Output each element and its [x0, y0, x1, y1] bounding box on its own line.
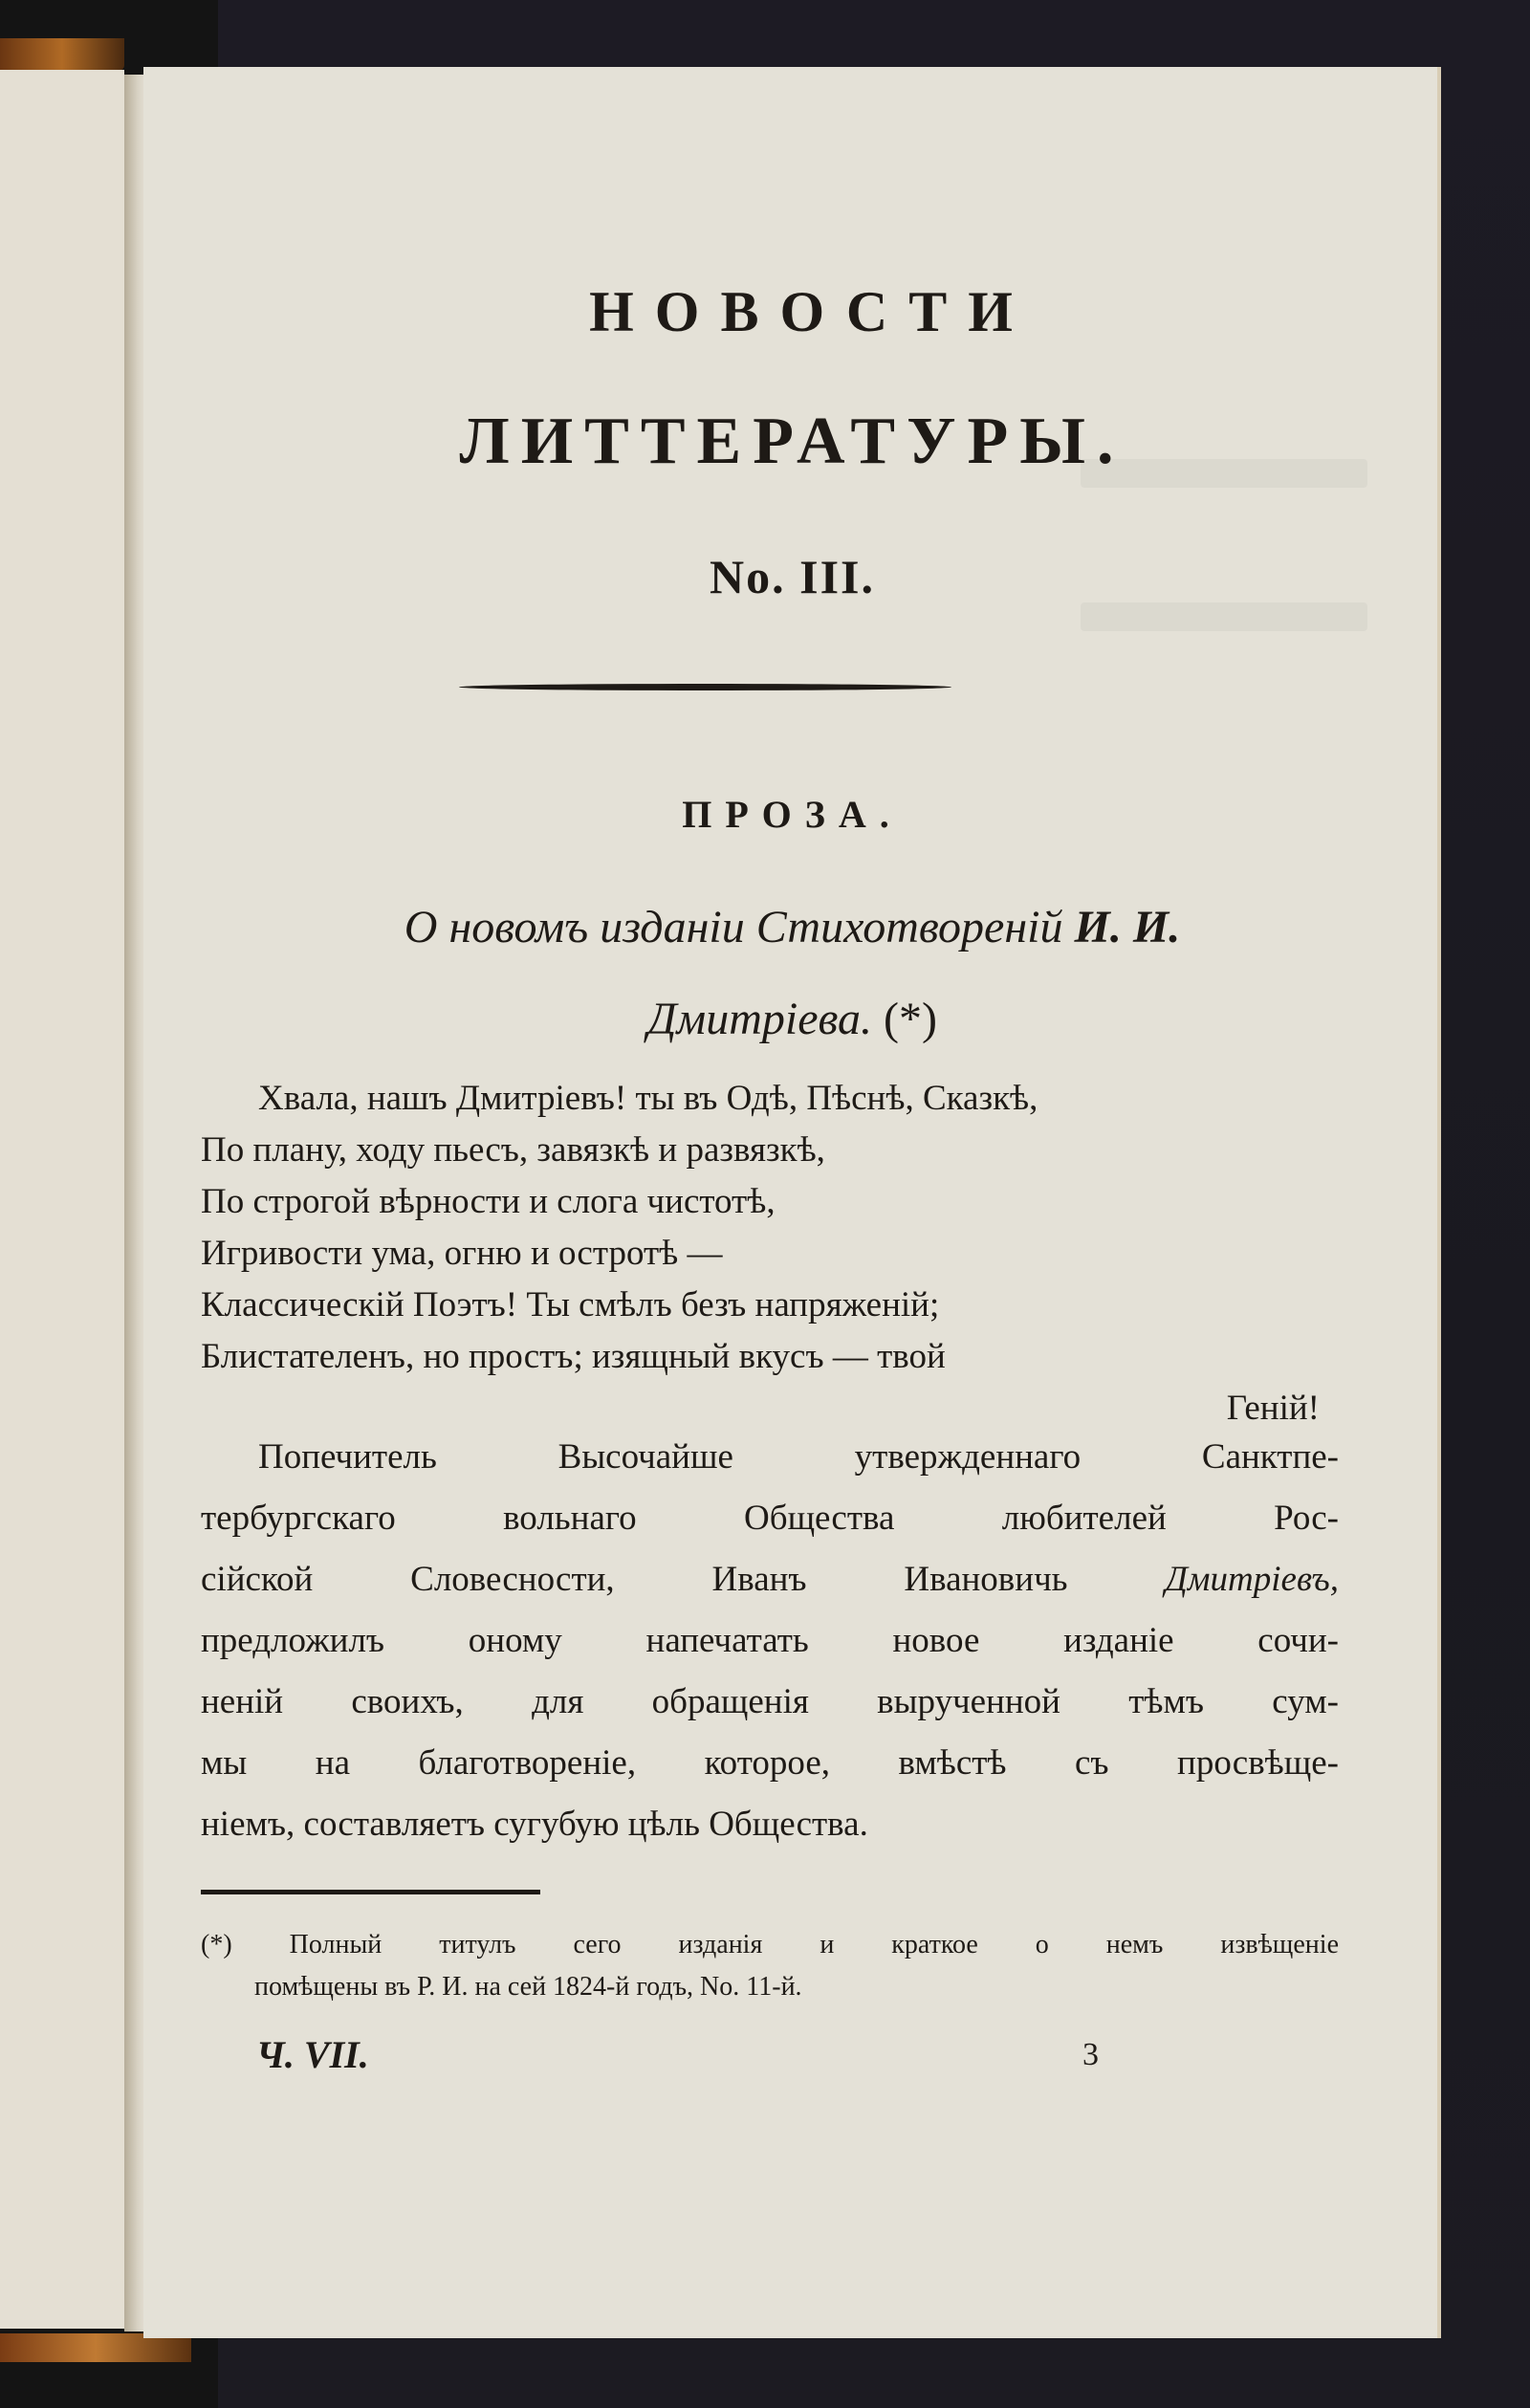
article-heading-line2 [143, 993, 1441, 1045]
book-binding-top [0, 38, 124, 71]
paragraph-line: предложилъ оному напечатать новое изданіе сочи- [201, 1621, 1339, 1660]
author-name-italic: Дмитріевъ, [1165, 1560, 1339, 1599]
body-paragraph [201, 1427, 1339, 1855]
verse-line: Хвала, нашъ Дмитріевъ! ты въ Одѣ, Пѣснѣ, Сказкѣ, [258, 1079, 1038, 1118]
footnote-marker: (*) [201, 1930, 232, 1959]
verse-line: По строгой вѣрности и слога чистотѣ, [201, 1182, 776, 1221]
paragraph-line-text: сійской Словесности, Иванъ Ивановичь [201, 1560, 1166, 1599]
verse-line: Классическій Поэтъ! Ты смѣлъ безъ напряженій; [201, 1285, 940, 1324]
verse-line: Игривости ума, огню и остротѣ — [201, 1234, 723, 1273]
verse-line: Геній! [1226, 1389, 1320, 1428]
show-through-text [1081, 602, 1367, 631]
paragraph-line: Попечитель Высочайше утвержденнаго Санктпе- [258, 1437, 1339, 1477]
footnote-text: Полный титулъ сего изданія и краткое о немъ извѣщеніе [289, 1930, 1339, 1959]
section-heading: ПРОЗА. [682, 793, 903, 836]
paragraph-line: тербургскаго вольнаго Общества любителей Рос- [201, 1499, 1339, 1538]
right-page [143, 67, 1441, 2338]
page-number: 3 [1082, 2037, 1099, 2072]
verse-line: По плану, ходу пьесъ, завязкѣ и развязкѣ, [201, 1130, 825, 1170]
footnote-reference: (*) [884, 994, 937, 1044]
footnote-line: помѣщены въ Р. И. на сей 1824-й годъ, No. 11-й. [254, 1972, 802, 2002]
signature-mark: Ч. VII. [256, 2033, 369, 2076]
footnote [201, 1924, 1339, 2008]
paragraph-line: ніемъ, составляетъ сугубую цѣль Общества. [201, 1805, 868, 1844]
left-page-edge [0, 70, 124, 2329]
title-divider-rule [459, 684, 951, 690]
journal-title-line1: НОВОСТИ [589, 280, 1034, 343]
book-gutter [124, 75, 143, 2331]
footnote-line [201, 1924, 1339, 1966]
paragraph-line: мы на благотвореніе, которое, вмѣстѣ съ просвѣще- [201, 1743, 1339, 1783]
issue-number: No. III. [710, 550, 875, 603]
article-heading-name: Дмитріева. [647, 994, 872, 1044]
epigraph-verse [201, 1073, 1348, 1434]
paragraph-line [201, 1549, 1339, 1610]
paragraph-line: неній своихъ, для обращенія вырученной тѣмъ сум- [201, 1682, 1339, 1721]
article-heading-text: О новомъ изданіи Стихотвореній [404, 902, 1075, 952]
journal-title-line2: ЛИТТЕРАТУРЫ. [459, 405, 1126, 478]
footnote-divider-rule [201, 1890, 540, 1894]
article-heading-line1 [143, 901, 1441, 953]
article-heading-initials: И. И. [1074, 902, 1181, 952]
verse-line: Блистателенъ, но простъ; изящный вкусъ — твой [201, 1337, 946, 1376]
